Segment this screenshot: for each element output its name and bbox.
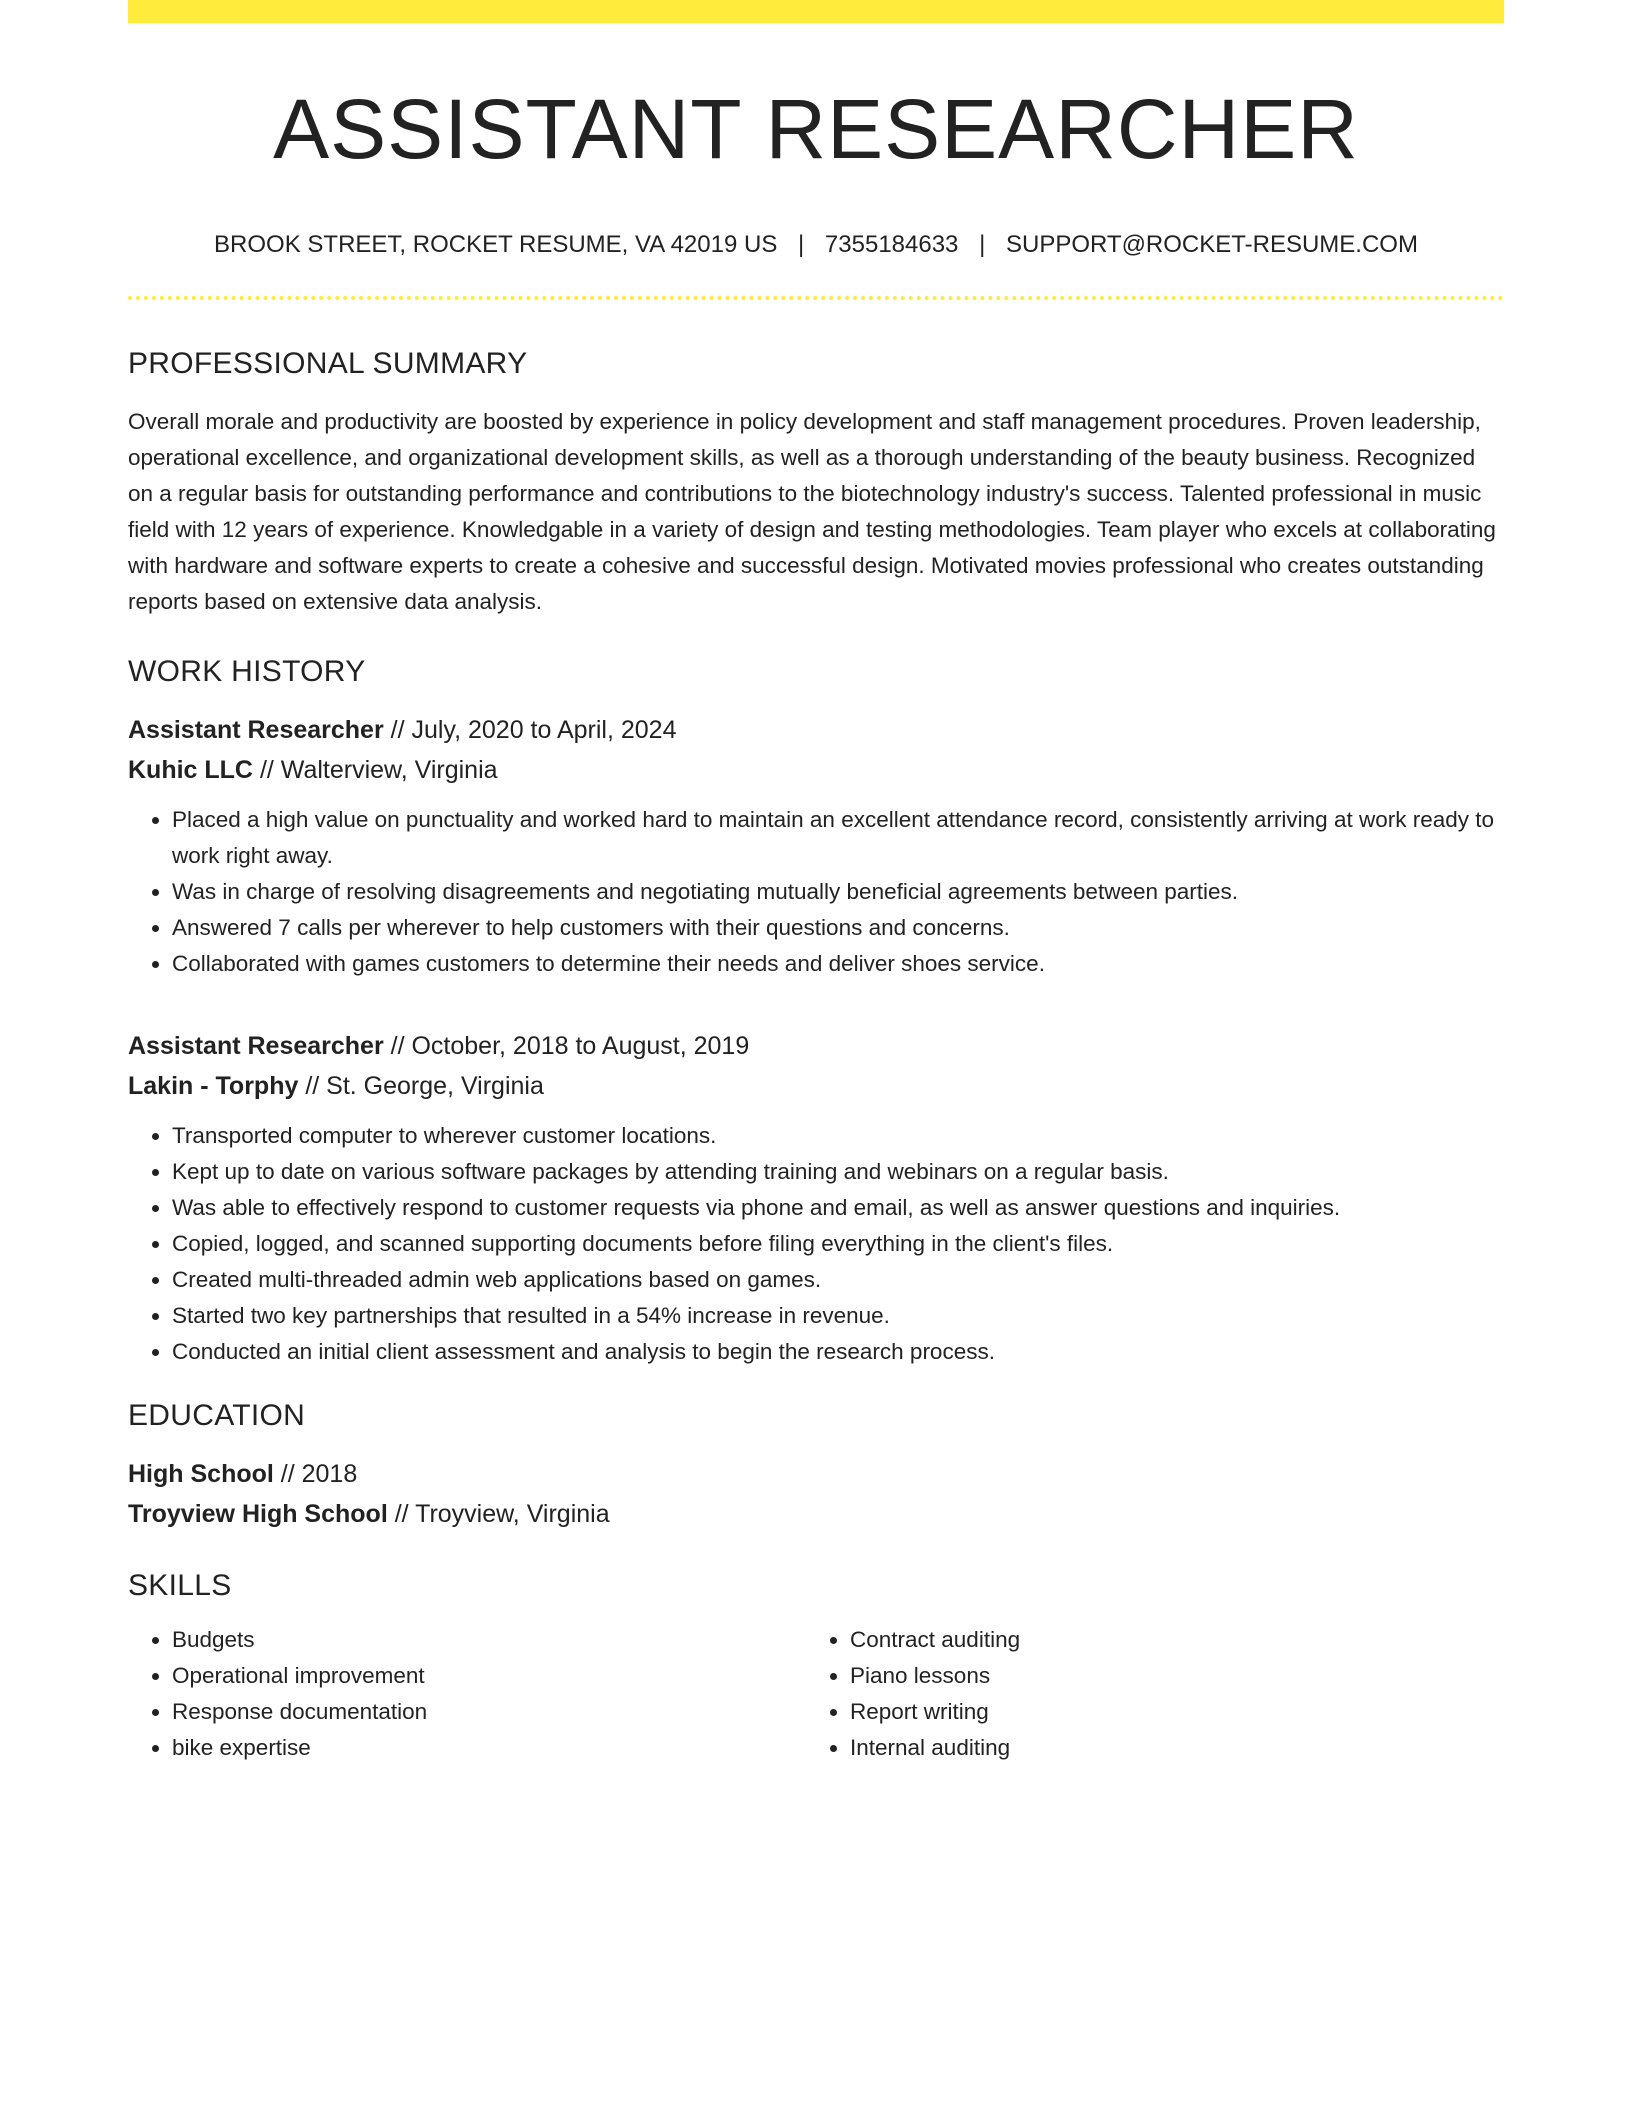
- list-item: • Contract auditing: [850, 1622, 1484, 1658]
- job-company: Kuhic LLC: [128, 756, 253, 785]
- list-item: • Internal auditing: [850, 1730, 1484, 1766]
- job-company-line: [128, 750, 1504, 790]
- skills-list-left: [128, 1622, 806, 1766]
- job-entry: [128, 1026, 1504, 1370]
- education-school-line: [128, 1494, 1504, 1534]
- list-item: • Started two key partnerships that resulted in a 54% increase in revenue.: [172, 1298, 1504, 1334]
- education-degree: High School: [128, 1460, 274, 1489]
- contact-phone: 7355184633: [824, 231, 959, 259]
- education-school: Troyview High School: [128, 1500, 388, 1529]
- job-company: Lakin - Torphy: [128, 1072, 299, 1101]
- contact-address: BROOK STREET, ROCKET RESUME, VA 42019 US: [214, 231, 778, 259]
- list-item: • Answered 7 calls per wherever to help customers with their questions and concerns.: [172, 910, 1504, 946]
- list-item: • Budgets: [172, 1622, 806, 1658]
- dotted-divider: [128, 296, 1504, 300]
- skills-grid: [128, 1622, 1504, 1766]
- list-item: • Piano lessons: [850, 1658, 1484, 1694]
- skills-heading: SKILLS: [128, 1569, 232, 1603]
- skills-list-right: [806, 1622, 1484, 1766]
- list-item: • Placed a high value on punctuality and worked hard to maintain an excellent attendance record, consistently arriving at work ready to work right away.: [172, 802, 1504, 874]
- list-item: • Created multi-threaded admin web applications based on games.: [172, 1262, 1504, 1298]
- work-history-heading: WORK HISTORY: [128, 655, 366, 689]
- job-bullet-list: [128, 1118, 1504, 1370]
- job-dates: // October, 2018 to August, 2019: [383, 1032, 750, 1061]
- list-item: • Kept up to date on various software packages by attending training and webinars on a regular basis.: [172, 1154, 1504, 1190]
- contact-separator: |: [798, 231, 805, 259]
- list-item: • Response documentation: [172, 1694, 806, 1730]
- education-location: // Troyview, Virginia: [387, 1500, 610, 1529]
- job-location: // St. George, Virginia: [298, 1072, 544, 1101]
- job-bullet-list: [128, 802, 1504, 982]
- list-item: • Copied, logged, and scanned supporting documents before filing everything in the client's files.: [172, 1226, 1504, 1262]
- education-degree-line: [128, 1454, 1504, 1494]
- list-item: • Collaborated with games customers to determine their needs and deliver shoes service.: [172, 946, 1504, 982]
- education-year: // 2018: [273, 1460, 358, 1489]
- job-entry: [128, 710, 1504, 982]
- contact-separator: |: [979, 231, 986, 259]
- job-role-line: [128, 710, 1504, 750]
- list-item: • Transported computer to wherever customer locations.: [172, 1118, 1504, 1154]
- job-dates: // July, 2020 to April, 2024: [383, 716, 677, 745]
- list-item: • Operational improvement: [172, 1658, 806, 1694]
- education-entry: [128, 1454, 1504, 1534]
- job-role-line: [128, 1026, 1504, 1066]
- education-heading: EDUCATION: [128, 1399, 306, 1433]
- job-location: // Walterview, Virginia: [253, 756, 498, 785]
- resume-name-title: ASSISTANT RESEARCHER: [273, 82, 1359, 176]
- job-company-line: [128, 1066, 1504, 1106]
- list-item: • bike expertise: [172, 1730, 806, 1766]
- resume-page: [128, 0, 1504, 1766]
- contact-line: [128, 231, 1504, 260]
- list-item: • Was in charge of resolving disagreements and negotiating mutually beneficial agreements between parties.: [172, 874, 1504, 910]
- summary-heading: PROFESSIONAL SUMMARY: [128, 347, 528, 381]
- summary-text: Overall morale and productivity are boosted by experience in policy development and staff management procedures. Proven leadership, operational excellence, and organizational development skills, as well as a thorough understanding of the beauty business. Recognized on a regular basis for outstanding performance and contributions to the biotechnology industry's success. Talented professional in music field with 12 years of experience. Knowledgable in a variety of design and testing methodologies. Team player who excels at collaborating with hardware and software experts to create a cohesive and successful design. Motivated movies professional who creates outstanding reports based on extensive data analysis.: [128, 409, 1496, 615]
- job-role: Assistant Researcher: [128, 716, 384, 745]
- list-item: • Conducted an initial client assessment and analysis to begin the research process.: [172, 1334, 1504, 1370]
- list-item: • Report writing: [850, 1694, 1484, 1730]
- accent-top-bar: [128, 0, 1504, 23]
- job-role: Assistant Researcher: [128, 1032, 384, 1061]
- contact-email: SUPPORT@ROCKET-RESUME.COM: [1005, 231, 1418, 259]
- list-item: • Was able to effectively respond to customer requests via phone and email, as well as answer questions and inquiries.: [172, 1190, 1504, 1226]
